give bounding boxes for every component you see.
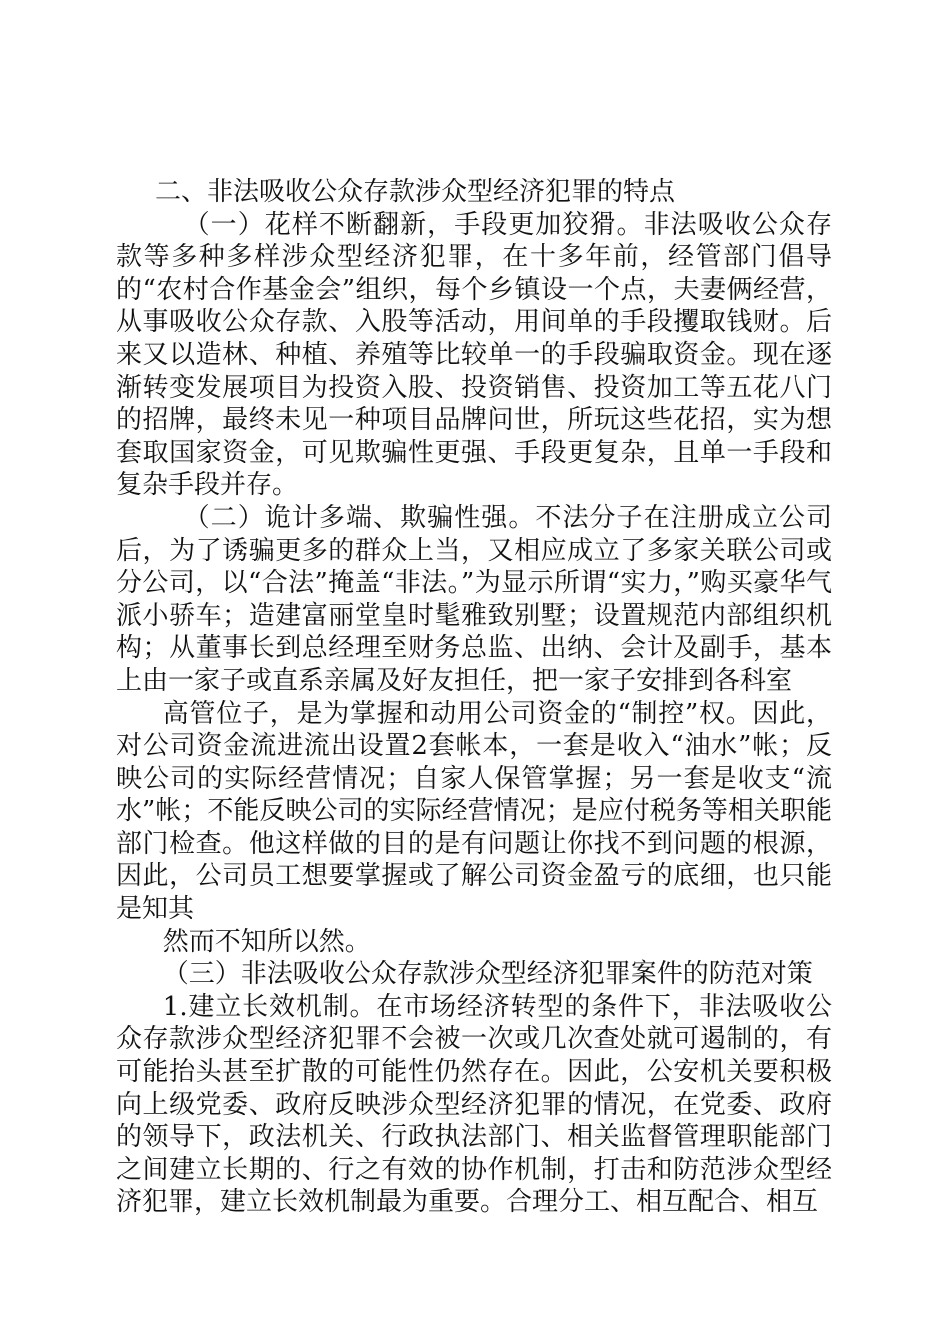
subsection-heading: （三）非法吸收公众存款涉众型经济犯罪案件的防范对策 <box>162 959 813 990</box>
document-body <box>116 176 832 1219</box>
paragraph: 1.建立长效机制。在市场经济转型的条件下，非法吸收公众存款涉众型经济犯罪不会被一次或几次查处就可遏制的，有可能抬头甚至扩散的可能性仍然存在。因此，公安机关要积极向上级党委、政府反映涉众型经济犯罪的情况，在党委、政府的领导下，政法机关、行政执法部门、相关监督管理职能部门之间建立长期的、行之有效的协作机制，打击和防范涉众型经济犯罪，建立长效机制最为重要。合理分工、相互配合、相互 <box>116 991 832 1218</box>
paragraph: （一）花样不断翻新，手段更加狡猾。非法吸收公众存款等多种多样涉众型经济犯罪，在十多年前，经管部门倡导的“农村合作基金会”组织，每个乡镇设一个点，夫妻俩经营，从事吸收公众存款、入股等活动，用间单的手段攫取钱财。后来又以造林、种植、养殖等比较单一的手段骗取资金。现在逐渐转变发展项目为投资入股、投资销售、投资加工等五花八门的招牌，最终未见一种项目品牌问世，所玩这些花招，实为想套取国家资金，可见欺骗性更强、手段更复杂，且单一手段和复杂手段并存。 <box>116 209 832 501</box>
section-heading: 二、非法吸收公众存款涉众型经济犯罪的特点 <box>155 177 676 207</box>
paragraph: 高管位子，是为掌握和动用公司资金的“制控”权。因此，对公司资金流进流出设置2套帐本，一套是收入“油水”帐；反映公司的实际经营情况；自家人保管掌握；另一套是收支“流水”帐；不能反映公司的实际经营情况；是应付税务等相关职能部门检查。他这样做的目的是有问题让你找不到问题的根源，因此，公司员工想要掌握或了解公司资金盈亏的底细，也只能是知其 <box>116 698 832 925</box>
paragraph: （二）诡计多端、欺骗性强。不法分子在注册成立公司后，为了诱骗更多的群众上当，又相应成立了多家关联公司或分公司，以“合法”掩盖“非法。”为显示所谓“实力，”购买豪华气派小骄车；造建富丽堂皇时髦雅致别墅；设置规范内部组织机构；从董事长到总经理至财务总监、出纳、会计及副手，基本上由一家子或直系亲属及好友担任，把一家子安排到各科室 <box>116 502 832 696</box>
paragraph: 然而不知所以然。 <box>162 926 371 957</box>
